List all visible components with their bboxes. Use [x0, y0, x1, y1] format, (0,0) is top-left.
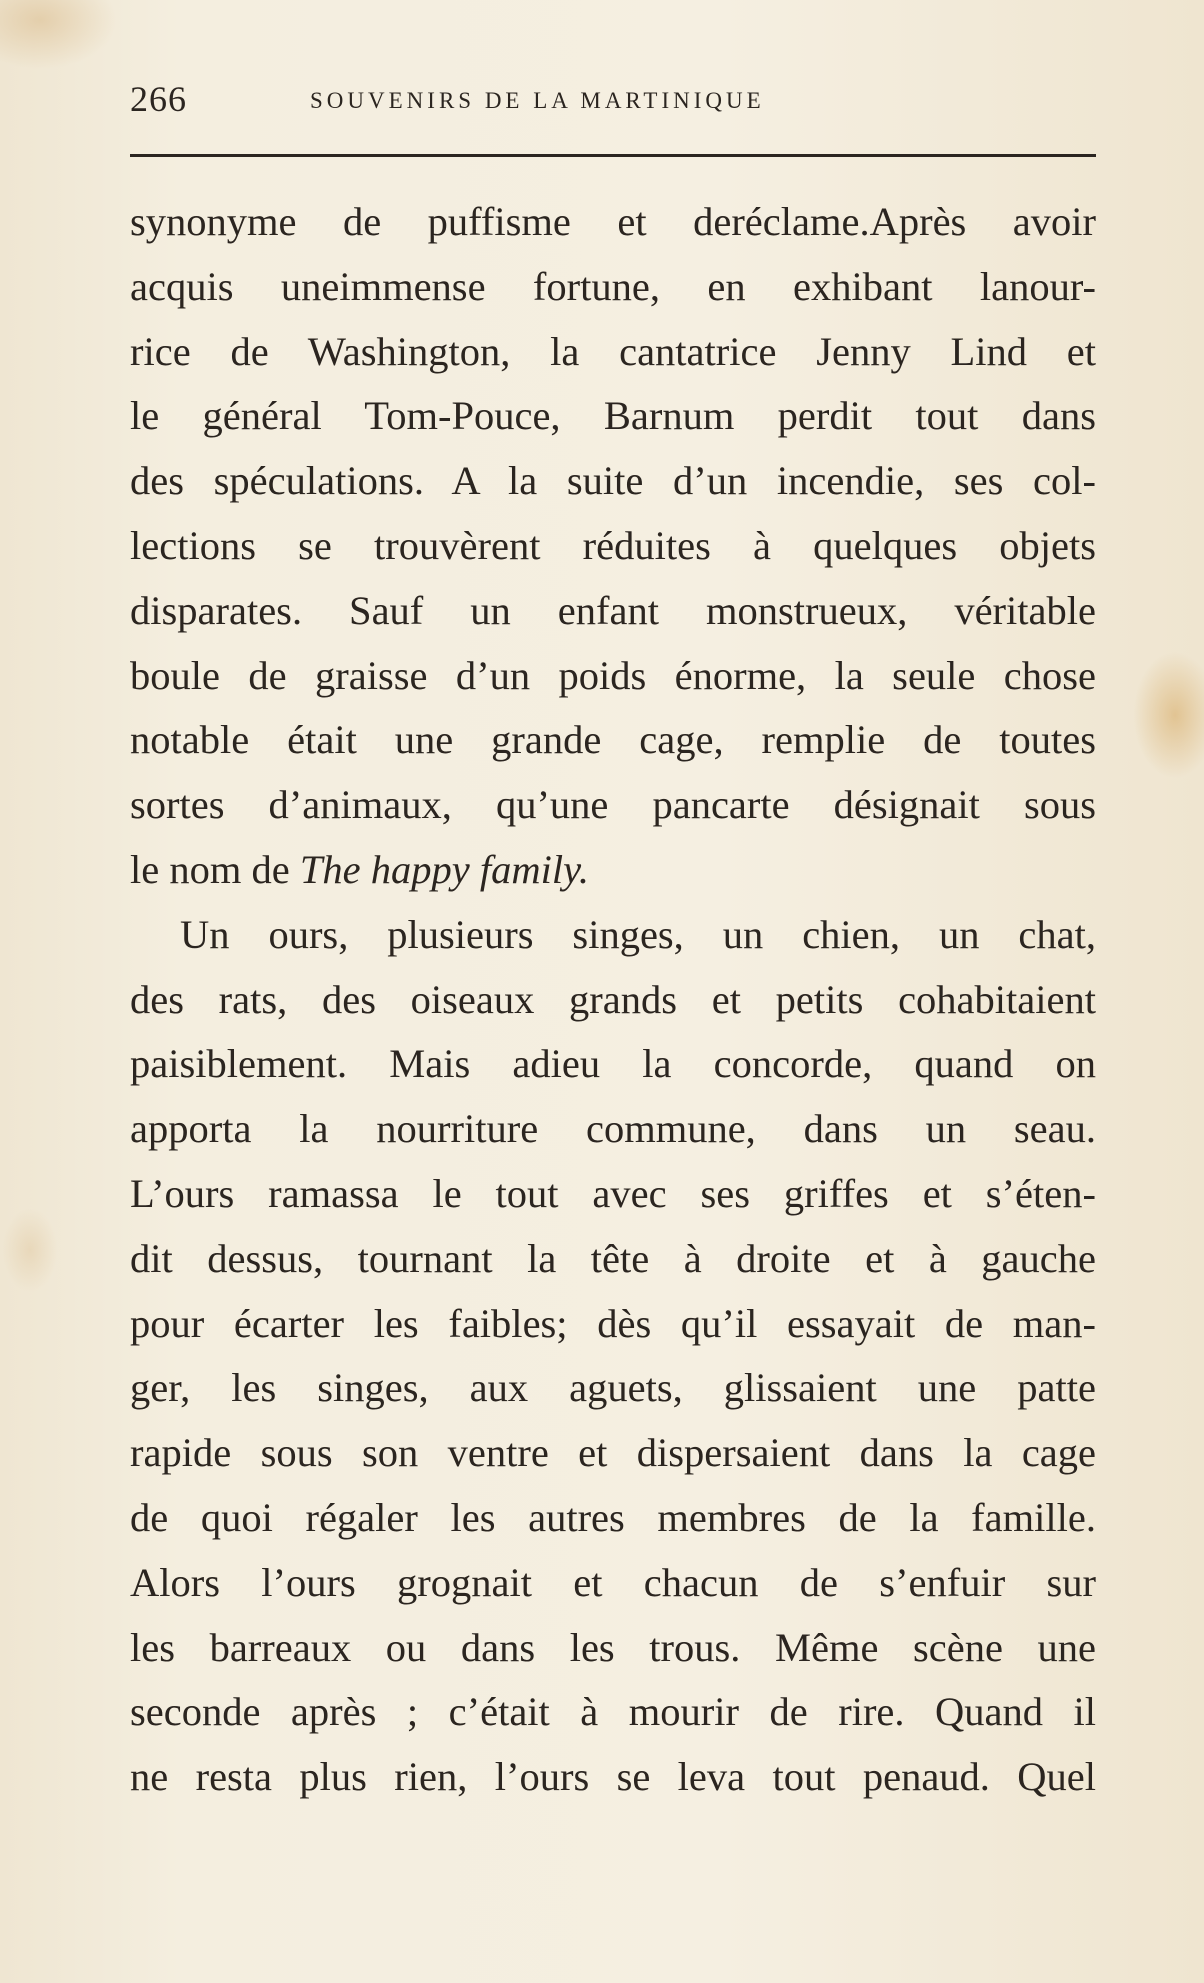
text-line: disparates. Sauf un enfant monstrueux, véritable	[130, 587, 1096, 633]
text-line: pour écarter les faibles; dès qu’il essayait de man-	[130, 1300, 1096, 1346]
text-line: Alors l’ours grognait et chacun de s’enfuir sur	[130, 1559, 1096, 1605]
running-head: SOUVENIRS DE LA MARTINIQUE	[310, 88, 765, 113]
text-fragment: le nom de	[130, 846, 300, 892]
text-line: apporta la nourriture commune, dans un seau.	[130, 1106, 1096, 1152]
text-line: L’ours ramassa le tout avec ses griffes et s’éten-	[130, 1170, 1096, 1216]
text-line: lections se trouvèrent réduites à quelques objets	[130, 522, 1096, 568]
text-line: notable était une grande cage, remplie de toutes	[130, 717, 1096, 763]
text-line: rapide sous son ventre et dispersaient dans la cage	[130, 1430, 1096, 1476]
text-line: de quoi régaler les autres membres de la famille.	[130, 1494, 1096, 1540]
text-line-paragraph-end	[130, 838, 1096, 903]
text-line: ne resta plus rien, l’ours se leva tout penaud. Quel	[130, 1754, 1096, 1800]
text-line: paisiblement. Mais adieu la concorde, quand on	[130, 1041, 1096, 1087]
text-line: les barreaux ou dans les trous. Même scène une	[130, 1624, 1096, 1670]
page-header	[130, 70, 1096, 130]
text-line: le général Tom-Pouce, Barnum perdit tout dans	[130, 393, 1096, 439]
text-line: des rats, des oiseaux grands et petits cohabitaient	[130, 976, 1096, 1022]
italic-title: The happy family.	[299, 846, 589, 892]
text-line: sortes d’animaux, qu’une pancarte désignait sous	[130, 782, 1096, 828]
text-line: seconde après ; c’était à mourir de rire. Quand il	[130, 1689, 1096, 1735]
text-line: ger, les singes, aux aguets, glissaient une patte	[130, 1365, 1096, 1411]
text-line: des spéculations. A la suite d’un incendie, ses col-	[130, 458, 1096, 504]
text-line: dit dessus, tournant la tête à droite et à gauche	[130, 1235, 1096, 1281]
text-line: rice de Washington, la cantatrice Jenny Lind et	[130, 328, 1096, 374]
text-line: acquis uneimmense fortune, en exhibant lanour-	[130, 263, 1096, 309]
text-line-paragraph-start: Un ours, plusieurs singes, un chien, un chat,	[180, 911, 1096, 957]
text-line: synonyme de puffisme et deréclame.Après avoir	[130, 199, 1096, 244]
text-line: boule de graisse d’un poids énorme, la seule chose	[130, 652, 1096, 698]
body-text	[130, 190, 1096, 1810]
header-rule	[130, 154, 1096, 157]
page-number: 266	[130, 79, 187, 119]
